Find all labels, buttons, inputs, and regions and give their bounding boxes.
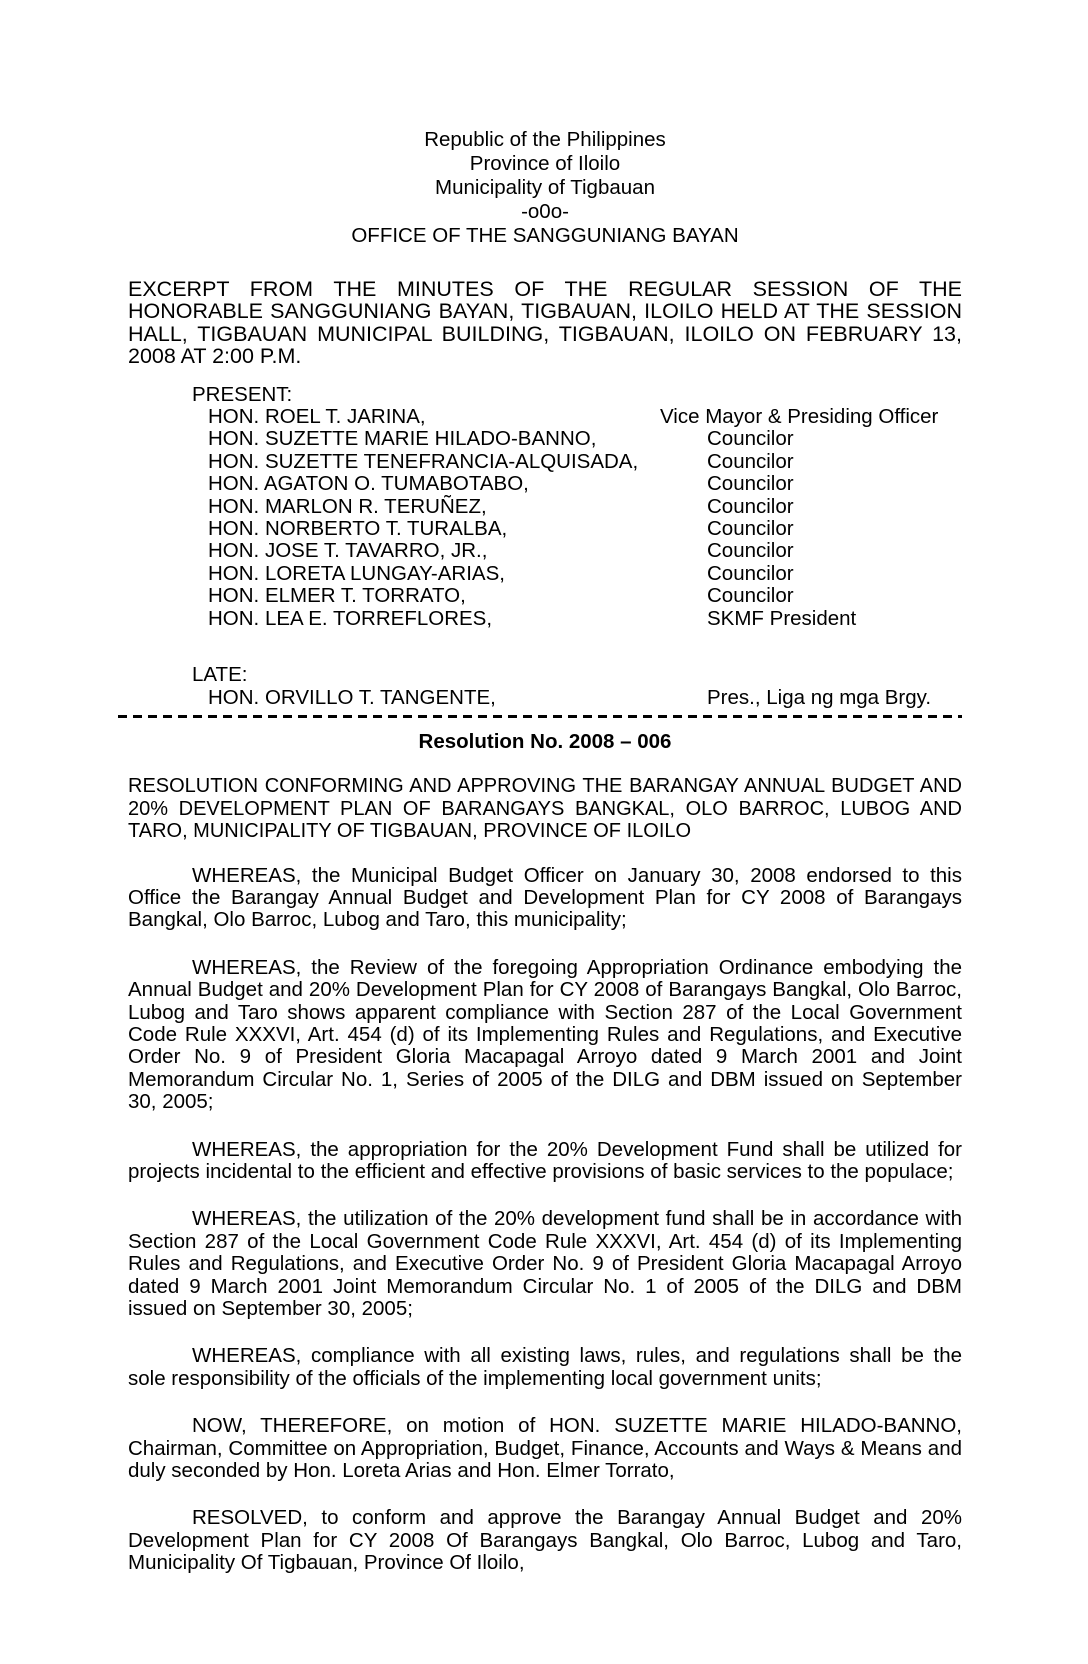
header-municipality: Municipality of Tigbauan: [435, 176, 655, 199]
dashed-divider: [118, 715, 962, 718]
attendee-name: HON. ROEL T. JARINA,: [208, 405, 426, 429]
late-label: LATE:: [192, 663, 248, 687]
attendee-name: HON. NORBERTO T. TURALBA,: [208, 517, 508, 541]
attendee-name: HON. ORVILLO T. TANGENTE,: [208, 685, 496, 709]
attendee-name: HON. AGATON O. TUMABOTABO,: [208, 472, 529, 496]
whereas-paragraph-5: WHEREAS, compliance with all existing laws, rules, and regulations shall be the sole responsibility of the officials of the implementing local government units;: [128, 1344, 962, 1390]
attendee-name: HON. ELMER T. TORRATO,: [208, 584, 466, 608]
attendee-position: Councilor: [707, 561, 794, 585]
header-office: OFFICE OF THE SANGGUNIANG BAYAN: [351, 224, 739, 247]
whereas-paragraph-3: WHEREAS, the appropriation for the 20% Development Fund shall be utilized for projects incidental to the efficient and effective provisions of basic services to the populace;: [128, 1137, 962, 1183]
document-header: [128, 128, 962, 248]
attendee-name: HON. SUZETTE MARIE HILADO-BANNO,: [208, 427, 597, 451]
attendee-row: [128, 428, 962, 450]
attendee-name: HON. SUZETTE TENEFRANCIA-ALQUISADA,: [208, 449, 639, 473]
attendee-name: HON. LORETA LUNGAY-ARIAS,: [208, 561, 505, 585]
now-therefore-paragraph: NOW, THEREFORE, on motion of HON. SUZETTE MARIE HILADO-BANNO, Chairman, Committee on Appropriation, Budget, Finance, Accounts and Ways & Means and duly seconded by Hon. Loreta Arias and Hon. Elmer Torrato,: [128, 1414, 962, 1483]
header-republic: Republic of the Philippines: [424, 128, 666, 151]
attendee-row: [128, 608, 962, 630]
whereas-paragraph-1: WHEREAS, the Municipal Budget Officer on January 30, 2008 endorsed to this Office the Barangay Annual Budget and Development Plan for CY 2008 of Barangays Bangkal, Olo Barroc, Lubog and Taro, this municipality;: [128, 863, 962, 932]
attendee-row: [128, 496, 962, 518]
attendee-row: [128, 451, 962, 473]
attendee-position: Councilor: [707, 472, 794, 496]
header-ornament: -o0o-: [521, 200, 569, 223]
late-attendee-list: [128, 687, 962, 709]
attendee-position: Pres., Liga ng mga Brgy.: [707, 685, 932, 709]
attendee-row: [128, 585, 962, 607]
attendee-position: Councilor: [707, 517, 794, 541]
attendee-position: Councilor: [707, 584, 794, 608]
whereas-paragraph-2: WHEREAS, the Review of the foregoing Appropriation Ordinance embodying the Annual Budget and 20% Development Plan for CY 2008 of Barangays Bangkal, Olo Barroc, Lubog and Taro shows apparent compliance with Section 287 of the Local Government Code Rule XXXVI, Art. 454 (d) of its Implementing Rules and Regulations, and Executive Order No. 9 of President Gloria Macapagal Arroyo dated 9 March 2001 and Joint Memorandum Circular No. 1, Series of 2005 of the DILG and DBM issued on September 30, 2005;: [128, 955, 962, 1114]
excerpt-paragraph: EXCERPT FROM THE MINUTES OF THE REGULAR SESSION OF THE HONORABLE SANGGUNIANG BAYAN, TIGBAUAN, ILOILO HELD AT THE SESSION HALL, TIGBAUAN MUNICIPAL BUILDING, TIGBAUAN, ILOILO ON FEBRUARY 13, 2008 AT 2:00 P.M.: [128, 277, 962, 369]
attendee-position: SKMF President: [707, 606, 857, 630]
attendee-list: [128, 406, 962, 630]
attendee-row: [128, 687, 962, 709]
attendee-row: [128, 563, 962, 585]
attendee-row: [128, 518, 962, 540]
attendee-position: Councilor: [707, 494, 794, 518]
attendee-position: Councilor: [707, 449, 794, 473]
header-province: Province of Iloilo: [469, 152, 621, 175]
resolved-paragraph: RESOLVED, to conform and approve the Barangay Annual Budget and 20% Development Plan for CY 2008 Of Barangays Bangkal, Olo Barroc, Lubog and Taro, Municipality Of Tigbauan, Province Of Iloilo,: [128, 1506, 962, 1575]
resolution-title: RESOLUTION CONFORMING AND APPROVING THE BARANGAY ANNUAL BUDGET AND 20% DEVELOPMENT PLAN OF BARANGAYS BANGKAL, OLO BARROC, LUBOG AND TARO, MUNICIPALITY OF TIGBAUAN, PROVINCE OF ILOILO: [128, 775, 962, 843]
attendee-position: Councilor: [707, 427, 794, 451]
attendee-position: Councilor: [707, 539, 794, 563]
attendee-name: HON. LEA E. TORREFLORES,: [208, 606, 493, 630]
present-label: PRESENT:: [192, 382, 293, 406]
attendee-name: HON. MARLON R. TERUÑEZ,: [208, 494, 487, 518]
attendee-row: [128, 473, 962, 495]
whereas-paragraph-4: WHEREAS, the utilization of the 20% development fund shall be in accordance with Section 287 of the Local Government Code Rule XXXVI, Art. 454 (d) of its Implementing Rules and Regulations, and Executive Order No. 9 of President Gloria Macapagal Arroyo dated 9 March 2001 Joint Memorandum Circular No. 1 of 2005 of the DILG and DBM issued on September 30, 2005;: [128, 1207, 962, 1321]
attendee-row: [128, 406, 962, 428]
attendee-row: [128, 540, 962, 562]
attendee-name: HON. JOSE T. TAVARRO, JR.,: [208, 539, 488, 563]
resolution-number: Resolution No. 2008 – 006: [418, 729, 672, 753]
attendee-position: Vice Mayor & Presiding Officer: [660, 405, 939, 429]
